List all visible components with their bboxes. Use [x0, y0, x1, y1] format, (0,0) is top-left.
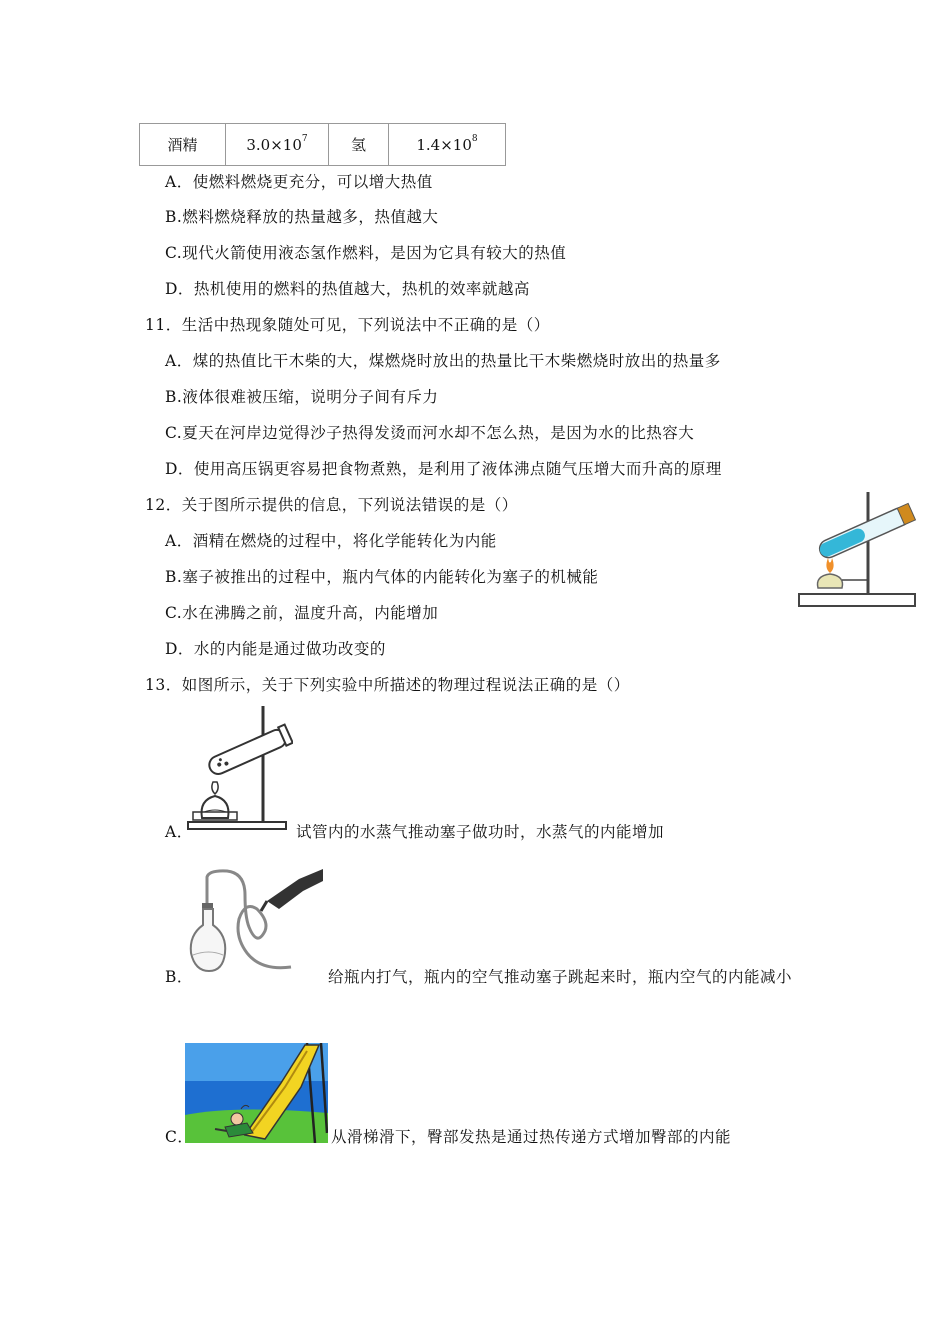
- q13-option-b-text: 给瓶内打气，瓶内的空气推动塞子跳起来时，瓶内空气的内能减小: [328, 968, 793, 986]
- q12-stem: 12．关于图所示提供的信息，下列说法错误的是（）: [145, 496, 518, 514]
- q11-stem: 11．生活中热现象随处可见，下列说法中不正确的是（）: [145, 316, 550, 334]
- q10-option-b: B.燃料燃烧释放的热量越多，热值越大: [165, 208, 439, 226]
- table-cell: 酒精: [140, 124, 226, 166]
- q12-option-a: A．酒精在燃烧的过程中，将化学能转化为内能: [165, 532, 497, 550]
- q13-a-test-tube-illustration: [185, 704, 293, 832]
- table-cell: $3.0\times 10^7$: [226, 124, 329, 166]
- table-cell: 氢: [329, 124, 389, 166]
- q13-option-c-text: 从滑梯滑下，臀部发热是通过热传递方式增加臀部的内能: [331, 1128, 732, 1146]
- q13-c-slide-illustration: [185, 1043, 328, 1143]
- q11-option-c: C.夏天在河岸边觉得沙子热得发烫而河水却不怎么热，是因为水的比热容大: [165, 424, 695, 442]
- q13-stem: 13．如图所示，关于下列实验中所描述的物理过程说法正确的是（）: [145, 676, 630, 694]
- q13-b-flask-pump-illustration: [187, 867, 325, 979]
- table-row: [140, 124, 506, 166]
- q12-option-c: C.水在沸腾之前，温度升高，内能增加: [165, 604, 439, 622]
- q12-option-d: D．水的内能是通过做功改变的: [165, 640, 386, 658]
- q10-option-d: D．热机使用的燃料的热值越大，热机的效率就越高: [165, 280, 530, 298]
- fuel-heat-value-table: [139, 123, 506, 166]
- table-cell: $1.4\times 10^8$: [389, 124, 506, 166]
- q12-option-b: B.塞子被推出的过程中，瓶内气体的内能转化为塞子的机械能: [165, 568, 599, 586]
- q10-option-c: C.现代火箭使用液态氢作燃料，是因为它具有较大的热值: [165, 244, 567, 262]
- q13-option-b-label: B．: [165, 968, 193, 986]
- q11-option-a: A．煤的热值比干木柴的大，煤燃烧时放出的热量比干木柴燃烧时放出的热量多: [165, 352, 721, 370]
- q13-option-a-label: A．: [165, 823, 193, 841]
- q11-option-b: B.液体很难被压缩，说明分子间有斥力: [165, 388, 439, 406]
- q10-option-a: A．使燃料燃烧更充分，可以增大热值: [165, 173, 433, 191]
- q13-option-c-label: C．: [165, 1128, 194, 1146]
- q13-option-a-text: 试管内的水蒸气推动塞子做功时，水蒸气的内能增加: [296, 823, 665, 841]
- q11-option-d: D．使用高压锅更容易把食物煮熟，是利用了液体沸点随气压增大而升高的原理: [165, 460, 722, 478]
- q12-test-tube-illustration: [795, 488, 920, 610]
